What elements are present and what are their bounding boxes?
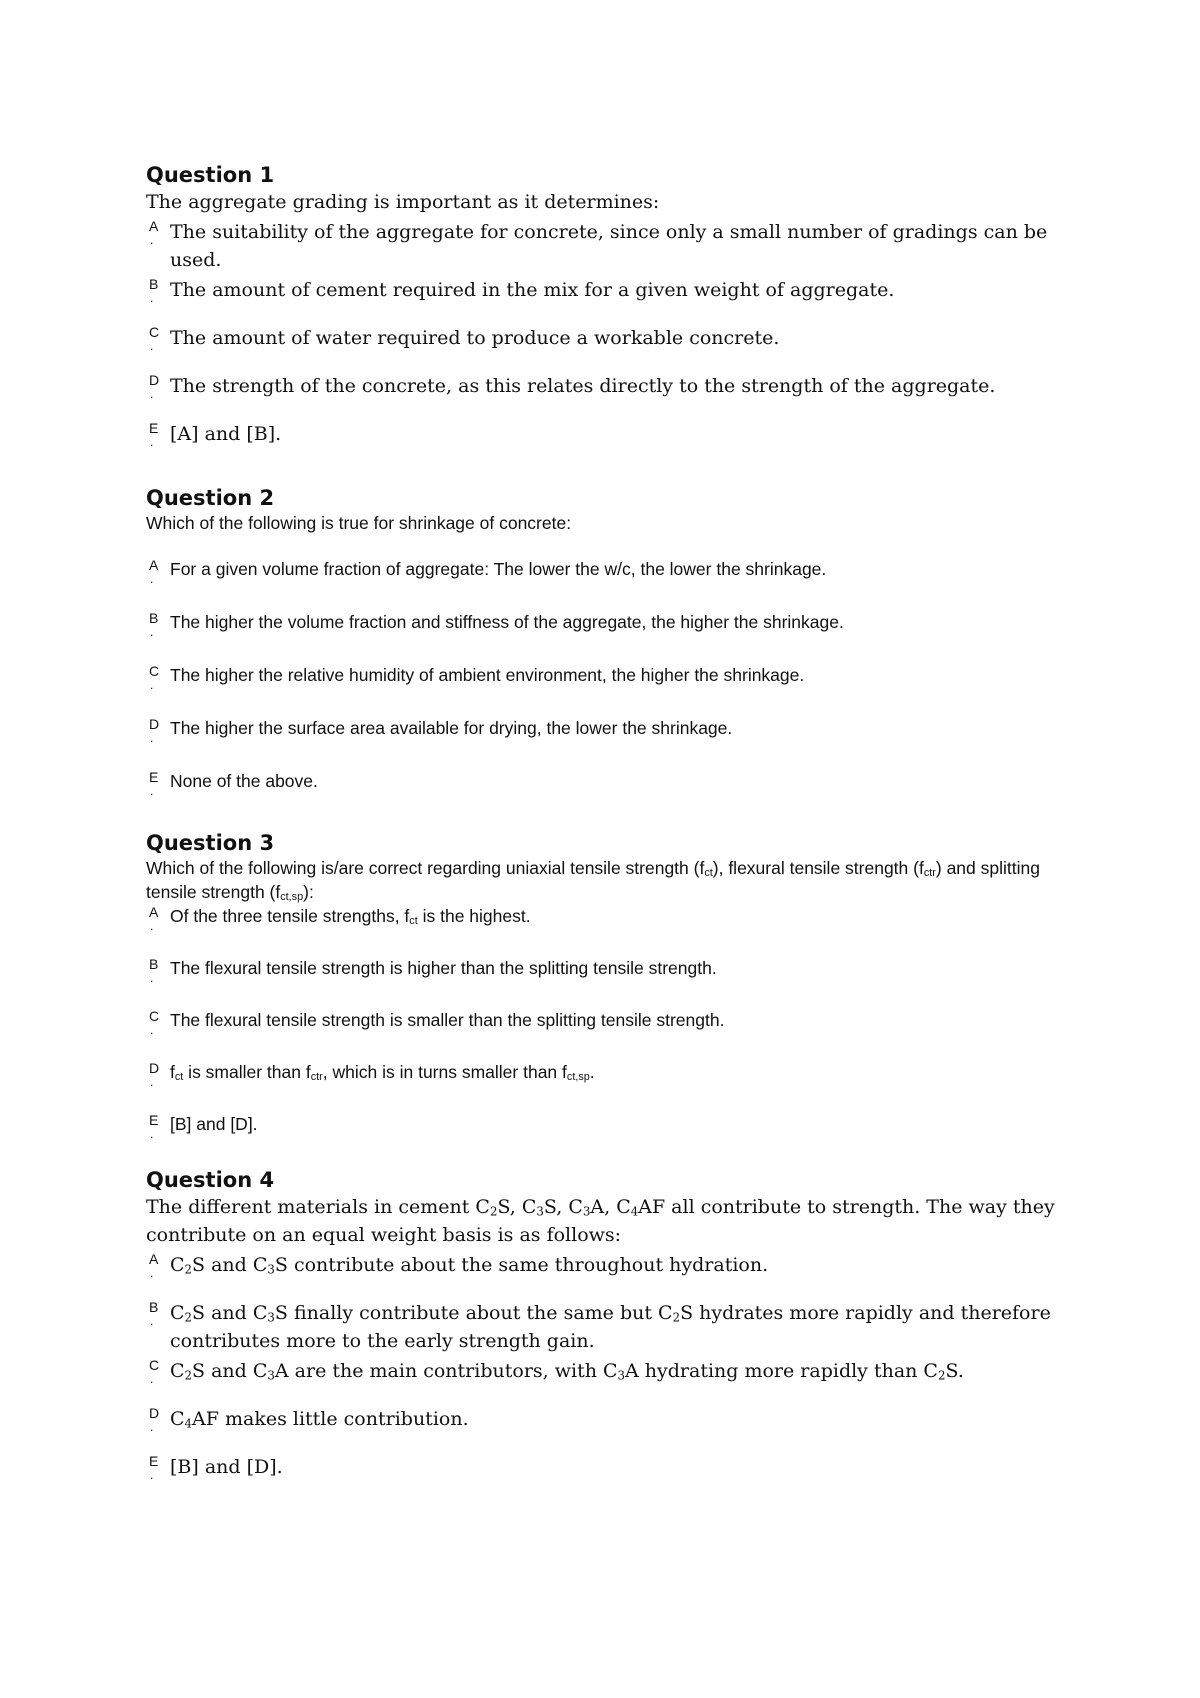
- option-text: The amount of cement required in the mix for a given weight of aggregate.: [170, 279, 895, 301]
- option-text: $C_2S$ and $C_3A$ are the main contributors, with $C_3A$ hydrating more rapidly than $C_2S$.: [170, 1360, 964, 1383]
- question-stem: [146, 856, 1076, 904]
- option-d[interactable]: [146, 716, 844, 744]
- option-letter: C: [149, 663, 160, 679]
- subscript: 2: [184, 1310, 193, 1325]
- option-letter: A: [149, 904, 159, 920]
- option-dot: .: [150, 1314, 154, 1328]
- option-c[interactable]: [146, 663, 844, 691]
- question-stem: The aggregate grading is important as it determines:: [146, 191, 660, 213]
- question-title: Question 2: [146, 486, 275, 510]
- option-text: $C_2S$ and $C_3S$ contribute about the same throughout hydration.: [170, 1254, 769, 1277]
- option-text: The higher the surface area available for drying, the lower the shrinkage.: [170, 718, 733, 738]
- option-letter: B: [149, 610, 159, 626]
- option-dot: .: [150, 971, 154, 985]
- option-dot: .: [150, 625, 154, 639]
- subscript: ct,sp: [280, 891, 304, 904]
- option-text: The higher the volume fraction and stiffness of the aggregate, the higher the shrinkage.: [170, 612, 844, 632]
- question-stem: Which of the following is true for shrinkage of concrete:: [146, 513, 572, 533]
- option-dot: .: [150, 339, 154, 353]
- question-title: Question 3: [146, 831, 275, 855]
- option-e[interactable]: [146, 1453, 1076, 1481]
- option-a[interactable]: [146, 1251, 1076, 1279]
- stem-text: ):: [303, 882, 314, 902]
- option-text: Of the three tensile strengths, $f_{ct}$ is the highest.: [170, 906, 531, 928]
- option-dot: .: [150, 1420, 154, 1434]
- option-dot: .: [150, 572, 154, 586]
- option-a[interactable]: [146, 218, 1076, 274]
- question-title: Question 1: [146, 163, 275, 187]
- option-letter: D: [149, 716, 160, 732]
- option-text: [B] and [D].: [170, 1456, 283, 1478]
- option-text: $C_2S$ and $C_3S$ finally contribute about the same but $C_2S$ hydrates more rapidly and therefore contributes more to the early strength gain.: [170, 1302, 1051, 1352]
- option-a[interactable]: [146, 557, 844, 585]
- question-1: [146, 162, 1076, 448]
- option-letter: E: [149, 1453, 159, 1469]
- subscript: 2: [184, 1262, 193, 1277]
- question-3: [146, 830, 1076, 1140]
- option-dot: .: [150, 784, 154, 798]
- subscript: ctr: [310, 1071, 323, 1084]
- option-letter: B: [149, 1299, 159, 1315]
- subscript: 3: [536, 1204, 544, 1219]
- option-text: For a given volume fraction of aggregate: The lower the w/c, the lower the shrinkage.: [170, 559, 827, 579]
- option-text: $C_4AF$ makes little contribution.: [170, 1408, 469, 1431]
- option-text: The higher the relative humidity of ambient environment, the higher the shrinkage.: [170, 665, 805, 685]
- option-dot: .: [150, 1075, 154, 1089]
- option-dot: .: [150, 1468, 154, 1482]
- option-letter: B: [149, 276, 159, 292]
- option-dot: .: [150, 291, 154, 305]
- subscript: 2: [672, 1310, 681, 1325]
- option-d[interactable]: [146, 372, 1076, 400]
- question-2: [146, 485, 844, 797]
- subscript: 4: [184, 1416, 193, 1431]
- option-letter: E: [149, 420, 159, 436]
- option-letter: C: [149, 324, 160, 340]
- option-text: The strength of the concrete, as this relates directly to the strength of the aggregate.: [170, 375, 996, 397]
- option-letter: D: [149, 1060, 160, 1076]
- option-letter: D: [149, 372, 160, 388]
- stem-text: ) and splitting tensile strength (f: [146, 858, 1040, 902]
- option-b[interactable]: [146, 276, 1076, 304]
- subscript: 4: [630, 1204, 639, 1219]
- option-dot: .: [150, 678, 154, 692]
- subscript: 3: [267, 1262, 275, 1277]
- option-letter: B: [149, 956, 159, 972]
- option-letter: C: [149, 1008, 160, 1024]
- option-dot: .: [150, 233, 154, 247]
- option-text: The flexural tensile strength is smaller than the splitting tensile strength.: [170, 1010, 725, 1030]
- subscript: 3: [582, 1204, 591, 1219]
- option-letter: A: [149, 218, 159, 234]
- subscript: ct: [704, 867, 713, 880]
- option-c[interactable]: [146, 324, 1076, 352]
- option-text: None of the above.: [170, 771, 318, 791]
- option-d[interactable]: [146, 1405, 1076, 1433]
- option-dot: .: [150, 731, 154, 745]
- option-text: $f_{ct}$ is smaller than $f_{ctr}$, which is in turns smaller than $f_{ct,sp}$.: [170, 1062, 595, 1084]
- option-letter: C: [149, 1357, 160, 1373]
- subscript: 3: [617, 1368, 626, 1383]
- option-text: The suitability of the aggregate for concrete, since only a small number of gradings can be used.: [170, 221, 1048, 271]
- subscript: ct: [409, 915, 418, 928]
- option-letter: E: [149, 769, 159, 785]
- option-a[interactable]: [146, 904, 1076, 932]
- option-text: The flexural tensile strength is higher than the splitting tensile strength.: [170, 958, 717, 978]
- option-letter: D: [149, 1405, 160, 1421]
- option-c[interactable]: [146, 1008, 1076, 1036]
- subscript: 2: [489, 1204, 498, 1219]
- question-4: [146, 1167, 1076, 1481]
- option-dot: .: [150, 435, 154, 449]
- option-e[interactable]: [146, 1112, 1076, 1140]
- option-b[interactable]: [146, 956, 1076, 984]
- option-letter: A: [149, 1251, 159, 1267]
- option-dot: .: [150, 919, 154, 933]
- option-letter: A: [149, 557, 159, 573]
- subscript: 3: [267, 1310, 275, 1325]
- option-c[interactable]: [146, 1357, 1076, 1385]
- subscript: 2: [184, 1368, 193, 1383]
- subscript: 2: [937, 1368, 946, 1383]
- option-dot: .: [150, 387, 154, 401]
- option-dot: .: [150, 1127, 154, 1141]
- option-dot: .: [150, 1266, 154, 1280]
- option-text: The amount of water required to produce a workable concrete.: [170, 327, 780, 349]
- option-text: [A] and [B].: [170, 423, 282, 445]
- option-dot: .: [150, 1023, 154, 1037]
- subscript: ct,sp: [566, 1071, 590, 1084]
- stem-text: Which of the following is/are correct regarding uniaxial tensile strength (f: [146, 858, 705, 878]
- option-b[interactable]: [146, 610, 844, 638]
- option-letter: E: [149, 1112, 159, 1128]
- option-d[interactable]: [146, 1060, 1076, 1088]
- subscript: ctr: [923, 867, 936, 880]
- question-stem: The different materials in cement $C_2S$, $C_3S$, $C_3A$, $C_4AF$ all contribute to strength. The way they contribute on an equal weight basis is as follows:: [146, 1196, 1055, 1246]
- option-e[interactable]: [146, 420, 1076, 448]
- stem-text: ), flexural tensile strength (f: [712, 858, 924, 878]
- option-e[interactable]: [146, 769, 844, 797]
- option-dot: .: [150, 1372, 154, 1386]
- subscript: ct: [174, 1071, 184, 1084]
- option-b[interactable]: [146, 1299, 1076, 1355]
- question-title: Question 4: [146, 1168, 275, 1192]
- subscript: 3: [267, 1368, 275, 1383]
- option-text: [B] and [D].: [170, 1114, 258, 1134]
